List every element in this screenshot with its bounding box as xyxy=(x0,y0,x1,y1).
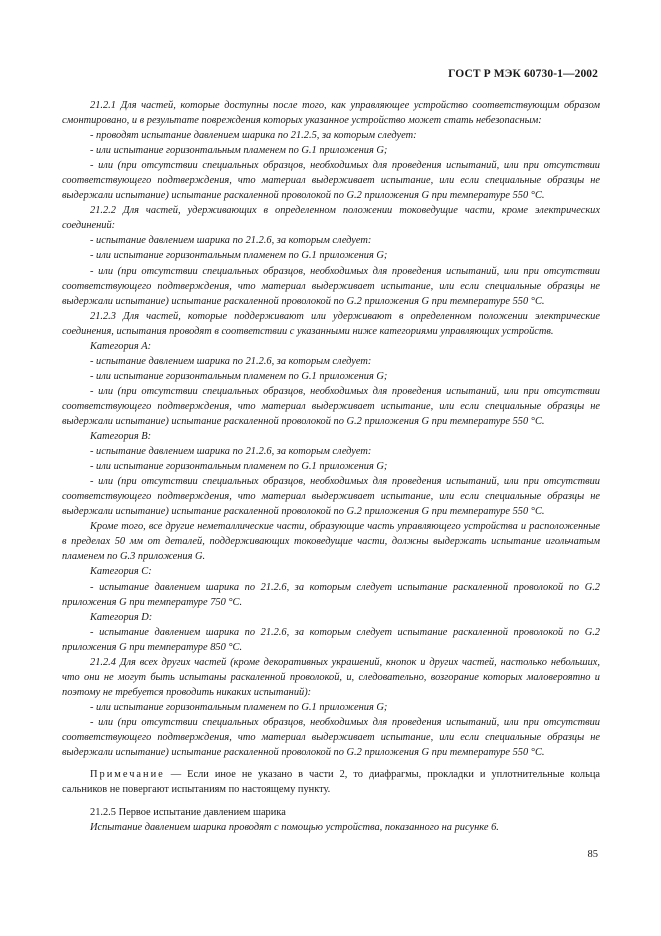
list-item: - или (при отсутствии специальных образцов, необходимых для проведения испытаний, или при отсутствии соответствующего подтверждения, что материал выдерживает испытание, или если специальные образцы не выдержали испытание) испытание раскаленной проволокой по G.2 приложения G при температуре 550 °С. xyxy=(62,716,600,759)
page-content xyxy=(62,98,600,835)
section-body: Испытание давлением шарика проводят с помощью устройства, показанного на рисунке 6. xyxy=(90,822,499,834)
category-heading: Категория А: xyxy=(90,340,152,352)
list-item: - или испытание горизонтальным пламенем по G.1 приложения G; xyxy=(90,145,388,157)
note-text: — Если иное не указано в части 2, то диафрагмы, прокладки и уплотнительные кольца сальников не повергают испытаниям по настоящему пункту. xyxy=(62,769,600,796)
paragraph: 21.2.2 Для частей, удерживающих в определенном положении токоведущие части, кроме электрических соединений: xyxy=(62,205,600,232)
paragraph: 21.2.1 Для частей, которые доступны после того, как управляющее устройство соответствующим образом смонтировано, и в результате повреждения которых указанное устройство может стать небезопасным: xyxy=(62,100,600,127)
list-item: - испытание давлением шарика по 21.2.6, за которым следует: xyxy=(90,446,372,458)
list-item: - или испытание горизонтальным пламенем по G.1 приложения G; xyxy=(90,461,388,473)
list-item: - испытание давлением шарика по 21.2.6, за которым следует: xyxy=(90,355,372,367)
category-heading: Категория С: xyxy=(90,566,152,578)
category-heading: Категория В: xyxy=(90,431,152,443)
list-item: - или (при отсутствии специальных образцов, необходимых для проведения испытаний, или при отсутствии соответствующего подтверждения, что материал выдерживает испытание, или если специальные образцы не выдержали испытание) испытание раскаленной проволокой по G.2 приложения G при температуре 550 °С. xyxy=(62,265,600,307)
list-item: - проводят испытание давлением шарика по 21.2.5, за которым следует: xyxy=(90,130,417,142)
note xyxy=(62,767,600,797)
paragraph: Кроме того, все другие неметаллические части, образующие часть управляющего устройства и расположенные в пределах 50 мм от деталей, поддерживающих токоведущие части, должны выдержать испытание игольчатым пламенем по G.3 приложения G. xyxy=(62,521,600,563)
list-item: - или (при отсутствии специальных образцов, необходимых для проведения испытаний, или при отсутствии соответствующего подтверждения, что материал выдерживает испытание, или если специальные образцы не выдержали испытание) испытание раскаленной проволокой по G.2 приложения G при температуре 550 °С. xyxy=(62,160,600,202)
list-item: - или испытание горизонтальным пламенем по G.1 приложения G; xyxy=(90,701,388,713)
list-item: - испытание давлением шарика по 21.2.6, за которым следует испытание раскаленной проволокой по G.2 приложения G при температуре 750 °С. xyxy=(62,581,600,608)
paragraph: 21.2.3 Для частей, которые поддерживают или удерживают в определенном положении электрические соединения, испытания проводят в соответствии с указанными ниже категориями управляющих устройств. xyxy=(62,310,600,337)
document-header: ГОСТ Р МЭК 60730-1—2002 xyxy=(448,68,598,80)
list-item: - испытание давлением шарика по 21.2.6, за которым следует испытание раскаленной проволокой по G.2 приложения G при температуре 850 °С. xyxy=(62,626,600,653)
list-item: - или испытание горизонтальным пламенем по G.1 приложения G; xyxy=(90,250,388,262)
category-heading: Категория D: xyxy=(90,611,153,623)
list-item: - испытание давлением шарика по 21.2.6, за которым следует: xyxy=(90,235,372,247)
page-number: 85 xyxy=(587,849,598,860)
list-item: - или испытание горизонтальным пламенем по G.1 приложения G; xyxy=(90,370,388,382)
list-item: - или (при отсутствии специальных образцов, необходимых для проведения испытаний, или при отсутствии соответствующего подтверждения, что материал выдерживает испытание, или если специальные образцы не выдержали испытание) испытание раскаленной проволокой по G.2 приложения G при температуре 550 °С. xyxy=(62,385,600,427)
list-item: - или (при отсутствии специальных образцов, необходимых для проведения испытаний, или при отсутствии соответствующего подтверждения, что материал выдерживает испытание, или если специальные образцы не выдержали испытание) испытание раскаленной проволокой по G.2 приложения G при температуре 550 °С. xyxy=(62,476,600,518)
paragraph: 21.2.4 Для всех других частей (кроме декоративных украшений, кнопок и других частей, настолько небольших, что они не могут быть испытаны раскаленной проволокой, и, следовательно, возгорание которых маловероятно и поэтому не требуется проводить никаких испытаний): xyxy=(62,656,600,698)
note-label: Примечание xyxy=(90,769,165,781)
section-title: 21.2.5 Первое испытание давлением шарика xyxy=(90,807,286,819)
